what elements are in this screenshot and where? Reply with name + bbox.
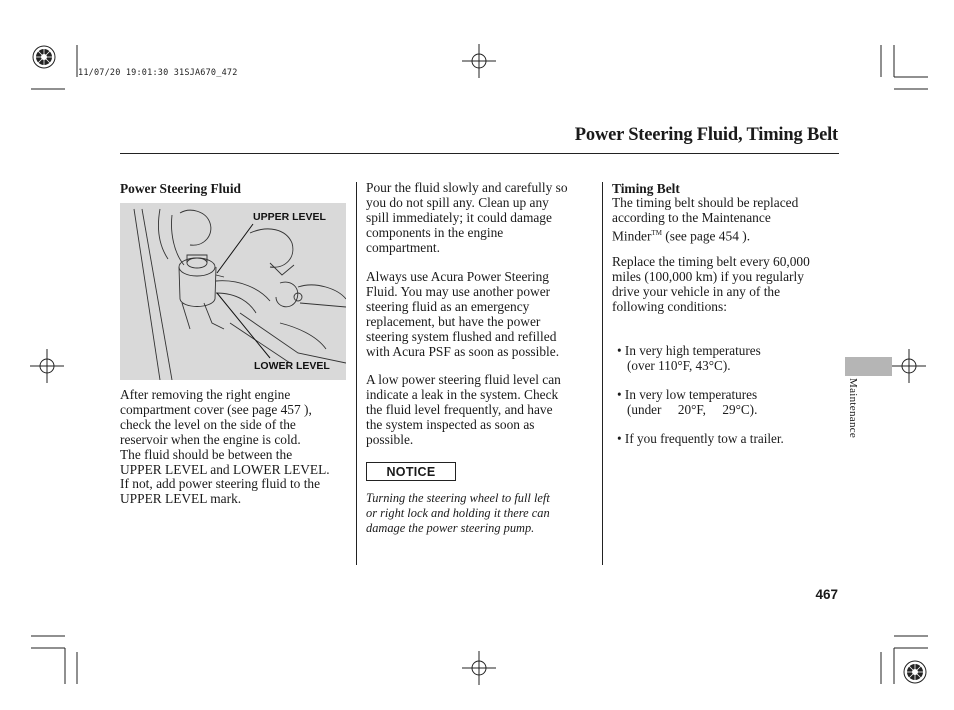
text-line: or right lock and holding it there can	[366, 506, 550, 520]
text-line: Fluid. You may use another power	[366, 283, 551, 299]
text-line: UPPER LEVEL mark.	[120, 491, 242, 507]
reservoir-illustration	[120, 203, 346, 380]
text-line	[617, 344, 837, 359]
notice-text	[366, 491, 598, 536]
text-line: A low power steering fluid level can	[366, 372, 561, 387]
text-line: steering fluid as an emergency	[366, 298, 530, 314]
print-stamp: 11/07/20 19:01:30 31SJA670_472	[78, 68, 238, 78]
bullet-icon: •	[617, 343, 622, 358]
text-line: If not, add power steering fluid to the	[120, 476, 321, 492]
page-title: Power Steering Fluid, Timing Belt	[574, 125, 838, 145]
title-rule	[120, 153, 839, 154]
notice-label: NOTICE	[386, 464, 436, 479]
lower-level-label: LOWER LEVEL	[254, 360, 330, 372]
section-tab	[845, 357, 892, 376]
registration-target-icon	[904, 661, 926, 683]
text-line: the fluid level frequently, and have	[366, 401, 553, 417]
bullet-icon: •	[617, 387, 622, 402]
text-line: (under 20°F, 29°C).	[627, 401, 758, 417]
text-line: components in the engine	[366, 224, 504, 240]
section-heading: Power Steering Fluid	[120, 181, 241, 196]
text-line: Pour the fluid slowly and carefully so	[366, 180, 568, 195]
text-line: according to the Maintenance	[612, 209, 771, 225]
text-line	[612, 226, 842, 244]
page-number: 467	[815, 587, 838, 602]
text-line: The fluid should be between the	[120, 446, 293, 462]
text-line: Replace the timing belt every 60,000	[612, 254, 810, 269]
column-divider	[602, 182, 603, 565]
text-line: you do not spill any. Clean up any	[366, 194, 549, 210]
text-line: compartment.	[366, 239, 440, 255]
section-tab-label: Maintenance	[847, 378, 859, 439]
left-body-text	[120, 388, 352, 507]
bullet-item	[617, 344, 837, 374]
text-span: (see page 454 ).	[661, 228, 751, 244]
text-line: UPPER LEVEL and LOWER LEVEL.	[120, 461, 330, 477]
text-line: After removing the right engine	[120, 387, 291, 402]
right-para-1	[612, 196, 842, 244]
notice-badge	[366, 462, 456, 481]
registration-target-icon	[33, 46, 55, 68]
bullet-text: If you frequently tow a trailer.	[624, 431, 784, 446]
trademark-symbol: TM	[651, 228, 662, 237]
text-line: indicate a leak in the system. Check	[366, 386, 559, 402]
middle-para-1	[366, 181, 598, 256]
column-divider	[356, 182, 357, 565]
bullet-item	[617, 432, 837, 447]
middle-para-2	[366, 270, 598, 359]
bullet-text: In very high temperatures	[624, 343, 761, 358]
text-line	[617, 388, 837, 403]
text-line	[617, 432, 837, 447]
section-heading: Timing Belt	[612, 181, 680, 196]
bullet-item	[617, 388, 837, 418]
text-line: reservoir when the engine is cold.	[120, 431, 301, 447]
text-line: Turning the steering wheel to full left	[366, 491, 550, 505]
text-line: spill immediately; it could damage	[366, 209, 552, 225]
text-span: Minder	[612, 228, 652, 244]
upper-level-label: UPPER LEVEL	[253, 211, 326, 223]
text-line: following conditions:	[612, 298, 727, 314]
text-line: check the level on the side of the	[120, 416, 296, 432]
reservoir-figure	[120, 203, 346, 380]
middle-para-3	[366, 373, 598, 448]
bullet-text: In very low temperatures	[624, 387, 758, 402]
text-line: compartment cover (see page 457 ),	[120, 401, 312, 417]
right-para-2	[612, 255, 842, 315]
text-line: The timing belt should be replaced	[612, 195, 799, 210]
text-line: replacement, but have the power	[366, 313, 541, 329]
text-line: possible.	[366, 431, 414, 447]
text-line: damage the power steering pump.	[366, 521, 535, 535]
text-line: with Acura PSF as soon as possible.	[366, 343, 560, 359]
text-line: the system inspected as soon as	[366, 416, 535, 432]
bullet-icon: •	[617, 431, 622, 446]
text-line: steering system flushed and refilled	[366, 328, 557, 344]
text-line: miles (100,000 km) if you regularly	[612, 268, 804, 284]
text-line: drive your vehicle in any of the	[612, 283, 781, 299]
text-line: (over 110°F, 43°C).	[627, 357, 731, 373]
text-line: Always use Acura Power Steering	[366, 269, 549, 284]
